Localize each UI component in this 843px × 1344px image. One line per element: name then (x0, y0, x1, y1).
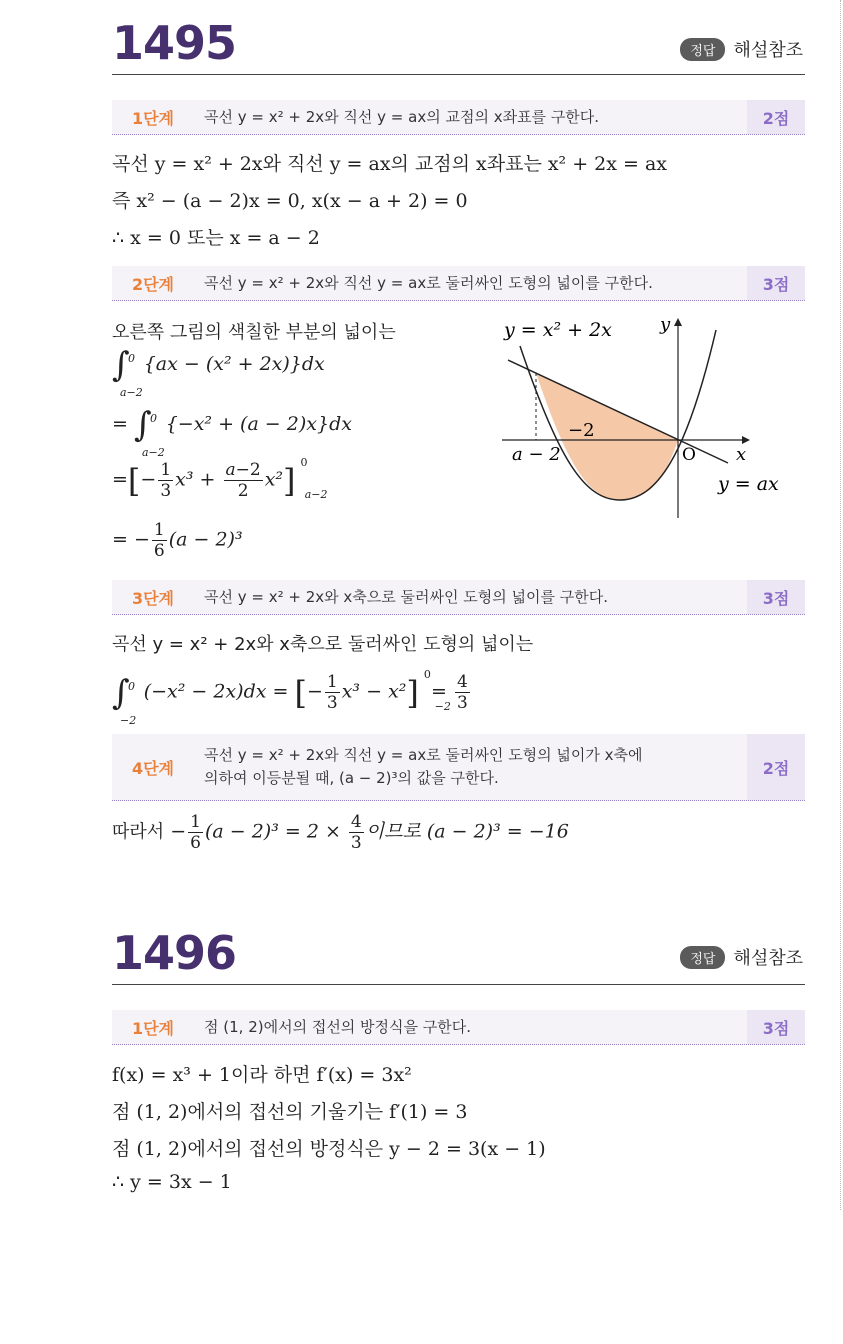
final-answer-line: 따라서 − $\frac{1}{6}$ (a − 2)³ = 2 × $\frac{4}{3}$ 이므로 (a − 2)³ = −16 (112, 812, 569, 853)
step-2-intro: 오른쪽 그림의 색칠한 부분의 넓이는 (112, 322, 396, 343)
step-label: 2단계 (131, 274, 175, 294)
step-points: 3점 (747, 580, 805, 614)
x-axis-arrow (742, 436, 750, 444)
y-axis-arrow (674, 318, 682, 326)
integral-sign: ∫ 0 a−2 (112, 345, 143, 399)
step-label: 1단계 (131, 108, 175, 128)
left-root-label: a − 2 (512, 444, 561, 465)
solution-line: 즉 x² − (a − 2)x = 0, x(x − a + 2) = 0 (112, 190, 468, 212)
step-3-integral: ∫ 0 −2 (−x² − 2x)dx = [− $\frac{1}{3}$ x³ − x²] 0 −2 = $\frac{4}{3}$ (112, 667, 468, 727)
solution-line: f(x) = x³ + 1이라 하면 f′(x) = 3x² (112, 1064, 412, 1086)
answer-reference (680, 36, 803, 62)
answer-text: 해설참조 (733, 948, 803, 969)
solution-line: ∴ x = 0 또는 x = a − 2 (112, 227, 320, 249)
step-3-intro: 곡선 y = x² + 2x와 x축으로 둘러싸인 도형의 넓이는 (112, 634, 534, 655)
title-rule (112, 74, 805, 75)
step-3-header (112, 580, 805, 615)
problem-number-1496: 1496 (112, 926, 237, 980)
step-points: 3점 (747, 266, 805, 300)
step-description: 점 (1, 2)에서의 접선의 방정식을 구한다. (204, 1017, 472, 1036)
step-description: 곡선 y = x² + 2x와 x축으로 둘러싸인 도형의 넓이를 구한다. (204, 587, 608, 606)
integral-sign: ∫ 0 −2 (112, 672, 137, 727)
answer-badge: 정답 (680, 946, 725, 969)
step-1-header (112, 100, 805, 135)
answer-text: 해설참조 (733, 40, 803, 61)
area-result-line: = − $\frac{1}{6}$ (a − 2)³ (112, 520, 243, 561)
step-points: 2점 (747, 734, 805, 800)
step-points: 2점 (747, 100, 805, 134)
x-axis-label: x (736, 444, 747, 465)
line-label: y = ax (718, 473, 779, 495)
origin-label: O (682, 445, 696, 465)
step-4-header (112, 734, 805, 801)
step-description: 곡선 y = x² + 2x와 직선 y = ax로 둘러싸인 도형의 넓이를 구한다. (204, 273, 653, 292)
title-rule (112, 984, 805, 985)
page-edge-dotted-line (840, 0, 841, 1210)
step-label: 4단계 (131, 758, 175, 778)
step-description: 곡선 y = x² + 2x와 직선 y = ax의 교점의 x좌표를 구한다. (204, 107, 600, 126)
step-description: 곡선 y = x² + 2x와 직선 y = ax로 둘러싸인 도형의 넓이가 x축에 의하여 이등분될 때, (a − 2)³의 값을 구한다. (204, 746, 643, 787)
parabola-line-graph (480, 308, 810, 523)
step-label: 3단계 (131, 588, 175, 608)
problem-number-1495: 1495 (112, 16, 237, 70)
integral-line-1: ∫ 0 a−2 {ax − (x² + 2x)}dx (112, 345, 325, 399)
neg-two-label: −2 (568, 420, 595, 441)
solution-line: 점 (1, 2)에서의 접선의 기울기는 f′(1) = 3 (112, 1101, 468, 1123)
integral-sign: ∫ 0 a−2 (133, 405, 165, 459)
solution-line: 점 (1, 2)에서의 접선의 방정식은 y − 2 = 3(x − 1) (112, 1138, 546, 1160)
antiderivative-line: =[− $\frac{1}{3}$ x³ + $\frac{a-2}{2}$ x²] 0 a−2 (112, 455, 328, 501)
step-points: 3점 (747, 1010, 805, 1044)
answer-reference (680, 944, 803, 970)
step-1-header (112, 1010, 805, 1045)
solution-line: ∴ y = 3x − 1 (112, 1171, 232, 1193)
curve-label: y = x² + 2x (504, 319, 612, 341)
step-label: 1단계 (131, 1018, 175, 1038)
solution-line: 곡선 y = x² + 2x와 직선 y = ax의 교점의 x좌표는 x² + 2x = ax (112, 153, 668, 175)
y-axis-label: y (660, 314, 671, 335)
step-2-header (112, 266, 805, 301)
integral-line-2: = ∫ 0 a−2 {−x² + (a − 2)x}dx (112, 405, 352, 459)
answer-badge: 정답 (680, 38, 725, 61)
